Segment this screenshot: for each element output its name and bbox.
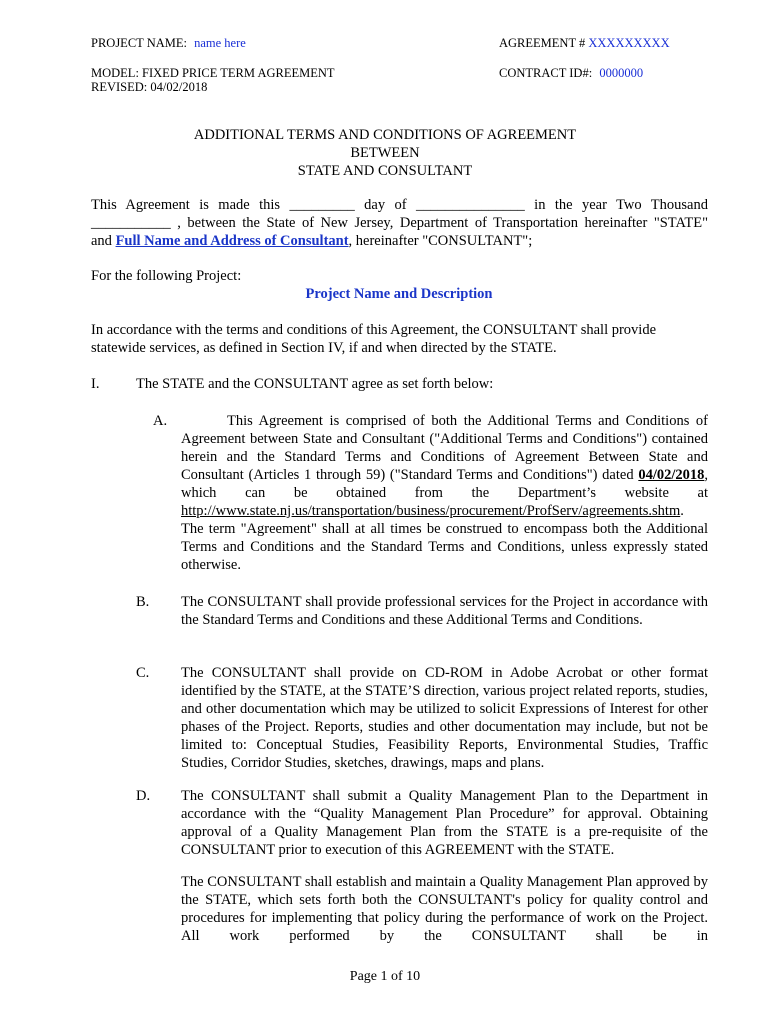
revised-line: REVISED: 04/02/2018: [91, 80, 208, 94]
consultant-name-field[interactable]: Full Name and Address of Consultant: [115, 233, 349, 249]
agreement-number-field[interactable]: XXXXXXXXX: [588, 36, 670, 50]
item-d-text: The CONSULTANT shall submit a Quality Management Plan to the Department in accordance with the “Quality Management Plan Procedure” for approval. Obtaining approval of a Quality Management Plan from the STATE is a pre-requisite of the CONSULTANT prior to execution of this AGREEMENT with the STATE.: [181, 788, 708, 858]
item-a-label: A.: [153, 413, 168, 429]
project-field-line: [0, 285, 770, 303]
item-c-label: C.: [136, 665, 150, 681]
agreements-website-link[interactable]: http://www.state.nj.us/transportation/business/procurement/ProfServ/agreements.shtm: [181, 503, 681, 519]
project-label: For the following Project:: [91, 268, 242, 284]
agreement-number-label: AGREEMENT #: [499, 36, 586, 50]
document-title-line3: STATE AND CONSULTANT: [297, 163, 473, 179]
section-heading: The STATE and the CONSULTANT agree as set forth below:: [136, 376, 494, 392]
section-numeral: I.: [91, 376, 100, 392]
accordance-paragraph: In accordance with the terms and conditions of this Agreement, the CONSULTANT shall provide statewide services, as defined in Section IV, if and when directed by the STATE.: [91, 322, 657, 356]
intro-line1: This Agreement is made this _________ day of _______________ in the year Two Thousand: [91, 197, 708, 213]
item-d-text2: The CONSULTANT shall establish and maintain a Quality Management Plan approved by the STATE, which sets forth both the CONSULTANT's policy for quality control and procedures for implementing that policy during the performance of work on the Project. All work performed by the CONSULTANT shall be in: [181, 874, 708, 944]
page-number: Page 1 of 10: [349, 969, 421, 984]
item-b-label: B.: [136, 594, 150, 610]
item-d-label: D.: [136, 788, 151, 804]
project-name-field[interactable]: name here: [194, 36, 246, 50]
contract-id-label: CONTRACT ID#:: [499, 66, 593, 80]
model-line: MODEL: FIXED PRICE TERM AGREEMENT: [91, 66, 335, 80]
agreement-number-line: [499, 35, 670, 51]
project-description-field[interactable]: Project Name and Description: [305, 286, 493, 302]
contract-id-field[interactable]: 0000000: [599, 66, 644, 80]
intro-line3: and Full Name and Address of Consultant, hereinafter "CONSULTANT";: [91, 233, 533, 249]
standard-terms-date: 04/02/2018: [638, 467, 705, 483]
project-name-line: [91, 35, 246, 51]
document-title-line2: BETWEEN: [350, 145, 420, 161]
project-name-label: PROJECT NAME:: [91, 36, 187, 50]
contract-id-line: [499, 65, 643, 81]
item-b-text: The CONSULTANT shall provide professional services for the Project in accordance with the Standard Terms and Conditions and these Additional Terms and Conditions.: [181, 594, 708, 628]
intro-line2: ___________ , between the State of New Jersey, Department of Transportation hereinafter "STATE": [91, 215, 708, 231]
item-a-text: This Agreement is comprised of both the Additional Terms and Conditions of Agreement between State and Consultant ("Additional Terms and Conditions") contained herein and the Standard Terms and Conditions of Agreement Between State and Consultant (Articles 1 through 59) ("Standard Terms and Conditions") dated 04/02/2018, which can be obtained from the Department’s website at http://www.state.nj.us/transportation/business/procurement/ProfServ/agreements.shtm. The term "Agreement" shall at all times be construed to encompass both the Additional Terms and Conditions and the Standard Terms and Conditions, unless expressly stated otherwise.: [181, 413, 709, 573]
item-c-text: The CONSULTANT shall provide on CD-ROM in Adobe Acrobat or other format identified by the STATE, at the STATE’S direction, various project related reports, studies, and other documentation which may be utilized to solicit Expressions of Interest for other phases of the Project. Reports, studies and other documentation may include, but not be limited to: Conceptual Studies, Feasibility Reports, Environmental Studies, Traffic Studies, Corridor Studies, sketches, drawings, maps and plans.: [181, 665, 708, 771]
document-title-line1: ADDITIONAL TERMS AND CONDITIONS OF AGREEMENT: [193, 127, 577, 143]
